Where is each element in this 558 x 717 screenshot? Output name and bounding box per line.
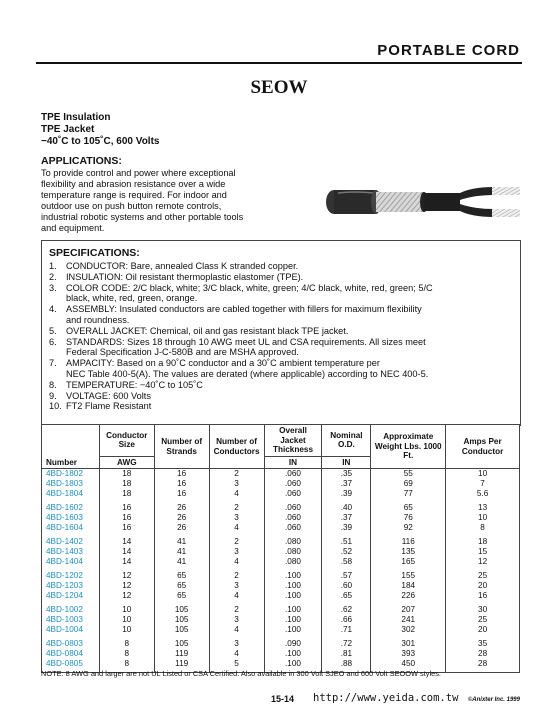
table-cell: .39 bbox=[322, 489, 371, 499]
applications-line: temperature range is required. For indoor and bbox=[41, 190, 227, 200]
table-cell: 26 bbox=[154, 523, 209, 533]
table-cell: 5 bbox=[209, 659, 264, 673]
spec-number: 8. bbox=[49, 379, 57, 390]
table-row bbox=[42, 557, 520, 567]
table-cell: 10 bbox=[99, 601, 154, 615]
table-cell: 12 bbox=[99, 581, 154, 591]
table-cell: 10 bbox=[446, 469, 520, 480]
applications-line: flexibility and abrasion resistance over a wide bbox=[41, 179, 226, 189]
table-cell: .080 bbox=[264, 557, 322, 567]
table-cell: 55 bbox=[371, 469, 446, 480]
table-cell: 14 bbox=[99, 533, 154, 547]
table-cell: 77 bbox=[371, 489, 446, 499]
table-cell: 155 bbox=[371, 567, 446, 581]
table-cell: 7 bbox=[446, 479, 520, 489]
table-cell: 10 bbox=[99, 615, 154, 625]
table-row bbox=[42, 523, 520, 533]
applications-text bbox=[41, 168, 293, 234]
table-cell: 10 bbox=[446, 513, 520, 523]
spec-text: STANDARDS: Sizes 18 through 10 AWG meet UL and CSA requirements. All sizes meet bbox=[66, 336, 426, 347]
table-cell: 135 bbox=[371, 547, 446, 557]
table-cell: .51 bbox=[322, 533, 371, 547]
table-cell: 28 bbox=[446, 649, 520, 659]
spec-text: ASSEMBLY: Insulated conductors are cabled together with fillers for maximum flexibility bbox=[66, 304, 422, 315]
table-row bbox=[42, 625, 520, 635]
table-cell: .88 bbox=[322, 659, 371, 673]
table-cell: .080 bbox=[264, 533, 322, 547]
table-cell: 12 bbox=[446, 557, 520, 567]
table-cell: 3 bbox=[209, 479, 264, 489]
table-cell: 12 bbox=[99, 591, 154, 601]
property-line: −40˚C to 105˚C, 600 Volts bbox=[41, 136, 160, 147]
property-line: TPE Insulation bbox=[41, 112, 111, 123]
spec-item bbox=[49, 358, 511, 380]
col-header-conductors: Number of Conductors bbox=[209, 425, 264, 469]
spec-text: COLOR CODE: 2/C black, white; 3/C black, white, green; 4/C black, white, red, green; 5/C bbox=[66, 282, 433, 293]
part-number-cell: 4BD-1803 bbox=[42, 479, 100, 489]
table-row bbox=[42, 649, 520, 659]
table-cell: 301 bbox=[371, 635, 446, 649]
spec-text: CONDUCTOR: Bare, annealed Class K stranded copper. bbox=[66, 261, 299, 271]
col-header-weight: Approximate Weight Lbs. 1000 Ft. bbox=[371, 425, 446, 469]
table-cell: 65 bbox=[154, 567, 209, 581]
table-cell: 16 bbox=[99, 523, 154, 533]
spec-number: 10. bbox=[49, 401, 62, 412]
table-cell: 3 bbox=[209, 615, 264, 625]
table-cell: .060 bbox=[264, 479, 322, 489]
spec-number: 1. bbox=[49, 261, 57, 271]
part-number-cell: 4BD-1204 bbox=[42, 591, 100, 601]
part-number-cell: 4BD-0804 bbox=[42, 649, 100, 659]
table-cell: 16 bbox=[154, 469, 209, 480]
table-row bbox=[42, 513, 520, 523]
table-cell: .58 bbox=[322, 557, 371, 567]
specifications-list bbox=[49, 261, 511, 412]
table-cell: 69 bbox=[371, 479, 446, 489]
part-number-cell: 4BD-0803 bbox=[42, 635, 100, 649]
table-cell: 8 bbox=[99, 635, 154, 649]
part-number-cell: 4BD-1402 bbox=[42, 533, 100, 547]
part-number-cell: 4BD-1203 bbox=[42, 581, 100, 591]
table-cell: 16 bbox=[99, 513, 154, 523]
table-cell: 207 bbox=[371, 601, 446, 615]
table-cell: 15 bbox=[446, 547, 520, 557]
table-cell: .100 bbox=[264, 591, 322, 601]
table-cell: .060 bbox=[264, 499, 322, 513]
table-cell: 20 bbox=[446, 581, 520, 591]
table-cell: 18 bbox=[446, 533, 520, 547]
table-row bbox=[42, 479, 520, 489]
table-cell: 8 bbox=[99, 649, 154, 659]
table-cell: .52 bbox=[322, 547, 371, 557]
spec-number: 5. bbox=[49, 325, 57, 336]
table-row bbox=[42, 581, 520, 591]
table-cell: .60 bbox=[322, 581, 371, 591]
spec-number: 4. bbox=[49, 304, 57, 315]
table-cell: .100 bbox=[264, 659, 322, 673]
specifications-heading: SPECIFICATIONS: bbox=[49, 247, 140, 259]
table-cell: .66 bbox=[322, 615, 371, 625]
col-header-od: Nominal O.D. bbox=[322, 425, 371, 457]
table-cell: 35 bbox=[446, 635, 520, 649]
table-cell: 12 bbox=[99, 567, 154, 581]
spec-text: Federal Specification J-C-580B and are MSHA approved. bbox=[66, 347, 299, 358]
table-cell: 3 bbox=[209, 513, 264, 523]
cable-illustration bbox=[324, 178, 522, 228]
table-cell: 2 bbox=[209, 601, 264, 615]
table-cell: 105 bbox=[154, 601, 209, 615]
table-cell: .100 bbox=[264, 649, 322, 659]
table-cell: 65 bbox=[154, 591, 209, 601]
table-cell: 18 bbox=[99, 469, 154, 480]
table-cell: .37 bbox=[322, 513, 371, 523]
product-title: SEOW bbox=[250, 77, 308, 98]
table-cell: 105 bbox=[154, 615, 209, 625]
table-cell: 119 bbox=[154, 659, 209, 673]
table-cell: 105 bbox=[154, 635, 209, 649]
table-cell: .57 bbox=[322, 567, 371, 581]
table-cell: .71 bbox=[322, 625, 371, 635]
table-cell: .40 bbox=[322, 499, 371, 513]
spec-item bbox=[49, 337, 511, 359]
table-cell: .090 bbox=[264, 635, 322, 649]
part-number-cell: 4BD-1202 bbox=[42, 567, 100, 581]
table-cell: 2 bbox=[209, 567, 264, 581]
table-cell: .100 bbox=[264, 567, 322, 581]
table-cell: 41 bbox=[154, 547, 209, 557]
table-cell: 116 bbox=[371, 533, 446, 547]
col-header-jacket: Overall Jacket Thickness bbox=[264, 425, 322, 457]
table-cell: 3 bbox=[209, 547, 264, 557]
spec-item bbox=[49, 380, 511, 391]
table-cell: .35 bbox=[322, 469, 371, 480]
part-number-cell: 4BD-1003 bbox=[42, 615, 100, 625]
spec-item bbox=[49, 261, 511, 272]
spec-number: 9. bbox=[49, 390, 57, 401]
page-number: 15-14 bbox=[271, 694, 295, 704]
table-cell: 92 bbox=[371, 523, 446, 533]
table-cell: 30 bbox=[446, 601, 520, 615]
table-cell: 3 bbox=[209, 581, 264, 591]
table-cell: .72 bbox=[322, 635, 371, 649]
spec-number: 7. bbox=[49, 358, 57, 369]
col-header-strands: Number of Strands bbox=[154, 425, 209, 469]
table-cell: .100 bbox=[264, 581, 322, 591]
table-row bbox=[42, 499, 520, 513]
footnote: NOTE: 8 AWG and larger are not UL Listed or CSA Certified. Also available in 300 Volt SJEO and 600 Volt SEOOW styles. bbox=[41, 669, 441, 678]
table-cell: 26 bbox=[154, 513, 209, 523]
table-cell: 13 bbox=[446, 499, 520, 513]
table-cell: 4 bbox=[209, 591, 264, 601]
product-table bbox=[41, 424, 520, 673]
table-cell: .100 bbox=[264, 625, 322, 635]
table-cell: 8 bbox=[99, 659, 154, 673]
properties-block bbox=[41, 112, 159, 148]
applications-heading: APPLICATIONS: bbox=[41, 155, 122, 167]
table-cell: 14 bbox=[99, 557, 154, 567]
spec-text: INSULATION: Oil resistant thermoplastic elastomer (TPE). bbox=[66, 271, 304, 282]
table-cell: 2 bbox=[209, 533, 264, 547]
table-cell: .060 bbox=[264, 523, 322, 533]
applications-line: outdoor use on push button remote controls, bbox=[41, 201, 222, 211]
table-cell: 25 bbox=[446, 615, 520, 625]
table-cell: 25 bbox=[446, 567, 520, 581]
table-cell: 65 bbox=[154, 581, 209, 591]
table-row bbox=[42, 547, 520, 557]
table-cell: 2 bbox=[209, 469, 264, 480]
table-cell: 4 bbox=[209, 557, 264, 567]
part-number-cell: 4BD-1603 bbox=[42, 513, 100, 523]
table-cell: .060 bbox=[264, 469, 322, 480]
part-number-cell: 4BD-1604 bbox=[42, 523, 100, 533]
table-cell: 16 bbox=[446, 591, 520, 601]
table-cell: 16 bbox=[99, 499, 154, 513]
table-cell: 76 bbox=[371, 513, 446, 523]
col-header-awg: AWG bbox=[99, 456, 154, 469]
spec-item bbox=[49, 304, 511, 326]
table-cell: 18 bbox=[99, 479, 154, 489]
table-cell: 3 bbox=[209, 635, 264, 649]
copyright: ©Anixter Inc. 1999 bbox=[467, 697, 520, 703]
table-cell: .37 bbox=[322, 479, 371, 489]
table-cell: 4 bbox=[209, 625, 264, 635]
part-number-cell: 4BD-1002 bbox=[42, 601, 100, 615]
table-body bbox=[42, 469, 520, 673]
spec-text: and roundness. bbox=[66, 314, 130, 325]
spec-item bbox=[49, 283, 511, 305]
table-cell: 450 bbox=[371, 659, 446, 673]
table-cell: .100 bbox=[264, 601, 322, 615]
table-cell: 20 bbox=[446, 625, 520, 635]
col-header-conductor-size: Conductor Size bbox=[99, 425, 154, 457]
table-cell: 10 bbox=[99, 625, 154, 635]
table-cell: 184 bbox=[371, 581, 446, 591]
website-url: http://www.yeida.com.tw bbox=[313, 692, 459, 704]
part-number-cell: 4BD-1804 bbox=[42, 489, 100, 499]
table-cell: .060 bbox=[264, 489, 322, 499]
table-cell: .62 bbox=[322, 601, 371, 615]
col-header-jacket-unit: IN bbox=[264, 456, 322, 469]
spec-item bbox=[49, 272, 511, 283]
table-cell: 165 bbox=[371, 557, 446, 567]
applications-line: and equipment. bbox=[41, 223, 105, 233]
table-cell: 119 bbox=[154, 649, 209, 659]
spec-number: 3. bbox=[49, 282, 57, 293]
applications-line: To provide control and power where exceptional bbox=[41, 168, 236, 178]
col-header-od-unit: IN bbox=[322, 456, 371, 469]
table-cell: 65 bbox=[371, 499, 446, 513]
table-cell: 105 bbox=[154, 625, 209, 635]
table-row bbox=[42, 567, 520, 581]
table-cell: 41 bbox=[154, 533, 209, 547]
table-cell: 5.6 bbox=[446, 489, 520, 499]
spec-number: 6. bbox=[49, 336, 57, 347]
table-cell: .65 bbox=[322, 591, 371, 601]
header-rule bbox=[36, 62, 522, 64]
col-header-number: Number bbox=[42, 425, 100, 469]
table-row bbox=[42, 533, 520, 547]
property-line: TPE Jacket bbox=[41, 124, 95, 135]
table-cell: .39 bbox=[322, 523, 371, 533]
table-cell: 16 bbox=[154, 489, 209, 499]
table-cell: 14 bbox=[99, 547, 154, 557]
col-header-amps: Amps Per Conductor bbox=[446, 425, 520, 469]
table-row bbox=[42, 601, 520, 615]
spec-text: FT2 Flame Resistant bbox=[66, 401, 152, 412]
table-cell: 241 bbox=[371, 615, 446, 625]
table-cell: 4 bbox=[209, 489, 264, 499]
spec-text: black, white, red, green, orange. bbox=[66, 293, 198, 304]
table-cell: 2 bbox=[209, 499, 264, 513]
table-cell: 16 bbox=[154, 479, 209, 489]
part-number-cell: 4BD-1404 bbox=[42, 557, 100, 567]
table-cell: 8 bbox=[446, 523, 520, 533]
spec-text: TEMPERATURE: −40˚C to 105˚C bbox=[66, 379, 203, 390]
header-title: PORTABLE CORD bbox=[377, 42, 520, 59]
table-cell: .080 bbox=[264, 547, 322, 557]
part-number-cell: 4BD-1802 bbox=[42, 469, 100, 480]
table-cell: 226 bbox=[371, 591, 446, 601]
spec-text: OVERALL JACKET: Chemical, oil and gas resistant black TPE jacket. bbox=[66, 325, 349, 336]
table-cell: 28 bbox=[446, 659, 520, 673]
spec-item bbox=[49, 326, 511, 337]
specifications-box bbox=[41, 240, 521, 426]
table-row bbox=[42, 489, 520, 499]
table-row bbox=[42, 635, 520, 649]
part-number-cell: 4BD-1403 bbox=[42, 547, 100, 557]
part-number-cell: 4BD-1004 bbox=[42, 625, 100, 635]
table-row bbox=[42, 469, 520, 480]
table-cell: .060 bbox=[264, 513, 322, 523]
part-number-cell: 4BD-1602 bbox=[42, 499, 100, 513]
table-cell: 26 bbox=[154, 499, 209, 513]
spec-item bbox=[49, 391, 511, 402]
spec-text: VOLTAGE: 600 Volts bbox=[66, 390, 151, 401]
spec-number: 2. bbox=[49, 271, 57, 282]
table-row bbox=[42, 615, 520, 625]
spec-text: AMPACITY: Based on a 90˚C conductor and a 30˚C ambient temperature per bbox=[66, 358, 380, 369]
part-number-cell: 4BD-0805 bbox=[42, 659, 100, 673]
table-cell: .100 bbox=[264, 615, 322, 625]
table-cell: 4 bbox=[209, 649, 264, 659]
applications-line: industrial robotic systems and other portable tools bbox=[41, 212, 244, 222]
spec-item bbox=[49, 401, 511, 412]
table-cell: 41 bbox=[154, 557, 209, 567]
table-cell: 302 bbox=[371, 625, 446, 635]
table-cell: .81 bbox=[322, 649, 371, 659]
table-row bbox=[42, 591, 520, 601]
table-cell: 18 bbox=[99, 489, 154, 499]
table-cell: 393 bbox=[371, 649, 446, 659]
table-cell: 4 bbox=[209, 523, 264, 533]
spec-text: NEC Table 400-5(A). The values are derated (where applicable) according to NEC 400-5. bbox=[66, 368, 429, 379]
